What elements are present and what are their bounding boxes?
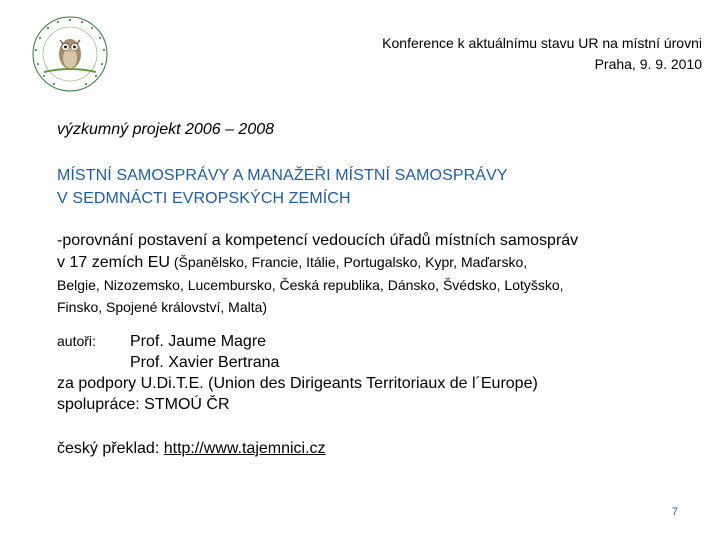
- author-2: Prof. Xavier Bertrana: [130, 354, 280, 371]
- project-title-line2: V SEDMNÁCTI EVROPSKÝCH ZEMÍCH: [57, 190, 351, 207]
- translation-line: [57, 440, 326, 458]
- translation-label: český překlad:: [57, 440, 164, 457]
- conference-header: [382, 33, 702, 75]
- project-period: výzkumný projekt 2006 – 2008: [57, 121, 275, 138]
- conference-place-date: Praha, 9. 9. 2010: [594, 56, 702, 72]
- author-1: Prof. Jaume Magre: [130, 333, 267, 350]
- project-title: [57, 164, 508, 210]
- description-line3: Belgie, Nizozemsko, Lucembursko, Česká republika, Dánsko, Švédsko, Lotyšsko,: [57, 277, 564, 293]
- cooperation-line: spolupráce: STMOÚ ČR: [57, 396, 230, 413]
- authors-label: autoři:: [57, 333, 96, 349]
- description-line2: [57, 251, 677, 274]
- translation-link[interactable]: http://www.tajemnici.cz: [163, 440, 326, 457]
- page-number: 7: [671, 506, 678, 518]
- owl-seal-icon: [30, 14, 110, 94]
- description-line1: -porovnání postavení a kompetencí vedoucích úřadů místních samospráv: [57, 232, 579, 249]
- description-line4: Finsko, Spojené království, Malta): [57, 299, 268, 315]
- project-description: [57, 230, 677, 318]
- project-title-line1: MÍSTNÍ SAMOSPRÁVY A MANAŽEŘI MÍSTNÍ SAMOSPRÁVY: [57, 167, 508, 184]
- logo: [30, 14, 110, 94]
- authors-block: [57, 331, 538, 415]
- description-countries-list: (Španělsko, Francie, Itálie, Portugalsko, Kypr, Maďarsko,: [169, 254, 528, 270]
- support-line: za podpory U.Di.T.E. (Union des Dirigeants Territoriaux de l´Europe): [57, 375, 538, 392]
- conference-title: Konference k aktuálnímu stavu UR na místní úrovni: [382, 35, 702, 51]
- description-countries-count: v 17 zemích EU: [57, 254, 170, 271]
